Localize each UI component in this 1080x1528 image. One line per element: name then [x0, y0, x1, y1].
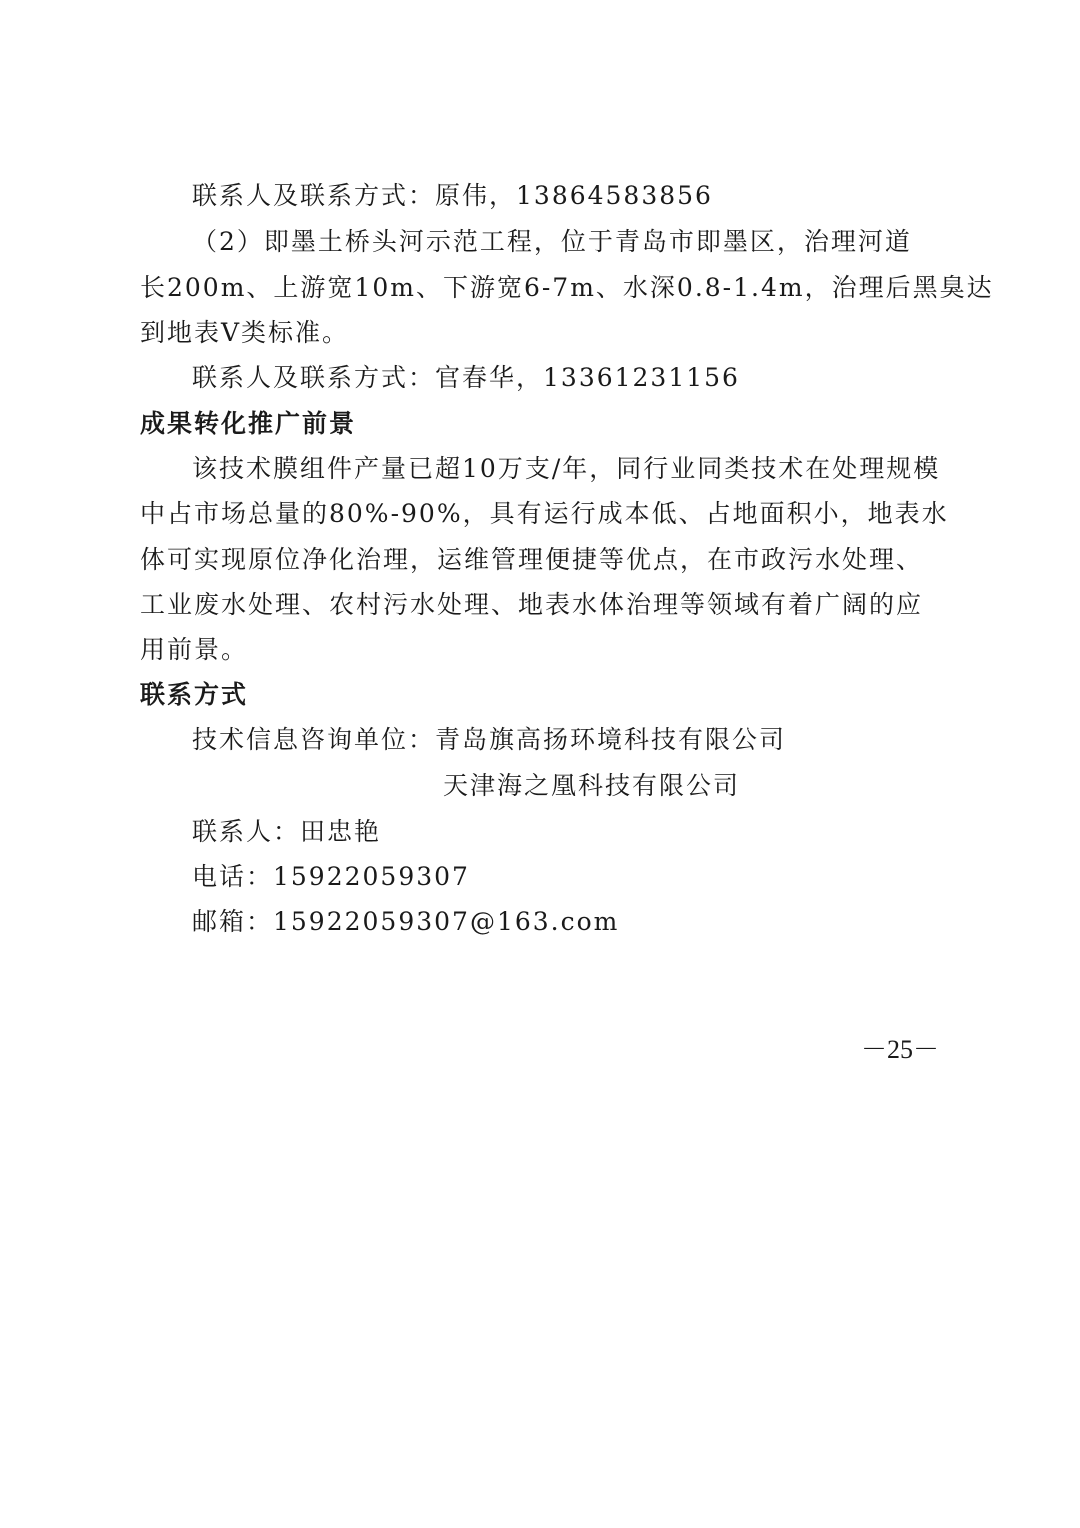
- paragraph-line: 到地表V类标准。: [140, 318, 350, 347]
- contact-person: 联系人：田忠艳: [192, 817, 382, 846]
- page-number: －25－: [860, 1035, 939, 1064]
- paragraph-line: 体可实现原位净化治理，运维管理便捷等优点，在市政污水处理、: [140, 545, 924, 574]
- unit-line-1: 技术信息咨询单位：青岛旗高扬环境科技有限公司: [192, 725, 787, 754]
- contact-line-2: 联系人及联系方式：官春华，13361231156: [192, 363, 740, 392]
- paragraph-line: 该技术膜组件产量已超10万支/年，同行业同类技术在处理规模: [192, 454, 941, 483]
- paragraph-line: 用前景。: [140, 635, 249, 664]
- paragraph-line: 工业废水处理、农村污水处理、地表水体治理等领域有着广阔的应: [140, 590, 924, 619]
- contact-line-1: 联系人及联系方式：原伟，13864583856: [192, 181, 713, 210]
- paragraph-line: 中占市场总量的80%-90%，具有运行成本低、占地面积小，地表水: [140, 499, 949, 528]
- section-heading-outlook: 成果转化推广前景: [140, 409, 357, 438]
- paragraph-line: 长200m、上游宽10m、下游宽6-7m、水深0.8-1.4m，治理后黑臭达: [140, 273, 994, 302]
- paragraph-line: （2）即墨土桥头河示范工程，位于青岛市即墨区，治理河道: [192, 227, 912, 256]
- phone-line: 电话：15922059307: [192, 862, 470, 891]
- unit-line-2: 天津海之凰科技有限公司: [443, 771, 741, 800]
- email-line: 邮箱：15922059307@163.com: [192, 907, 620, 936]
- section-heading-contact: 联系方式: [140, 680, 249, 709]
